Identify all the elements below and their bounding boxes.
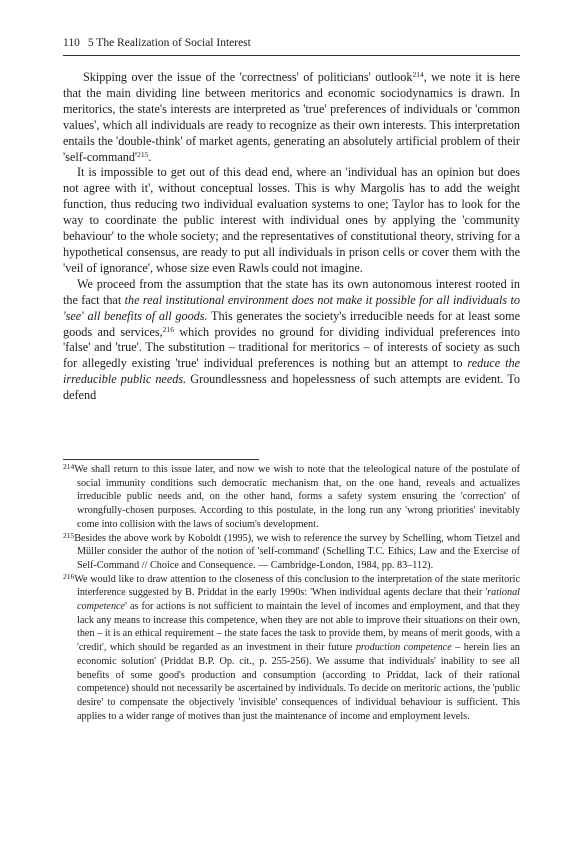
footnote-number: 215 (63, 530, 75, 540)
footnote-ref-214: 214 (412, 70, 424, 79)
running-header (63, 36, 520, 50)
footnote-216: $^{216}$We would like to draw attention to the closeness of this conclusion to the interpretation of the state meritoric interference suggested by B. Priddat in the early 1990s: 'When individual agents declare that their 'rational competence' as for actions is not sufficient to maintain the level of incomes and employment, and that they lack any means to increase this competence, when they are not able to improve their situations on their own, then – it is an ethical requirement – the state faces the task to provide them, by means of merit goods, with a 'credit', which should be regarded as an investment in their future production competence – herein lies an economic solution' (Priddat B.P. Op. cit., p. 255-256). We assume that individuals' inability to see all benefits of some good's production and consumption (according to Priddat, lack of their rational competence) should not necessarily be ascertained by individuals. To decide on meritoric actions, the 'public desire' to compensate the objectively 'invisible' consequences of individual behaviour is sufficient. This applies to a wider range of motives than just the maintenance of income and employment levels. (63, 571, 520, 722)
footnote-215: $^{215}$Besides the above work by Koboldt (1995), we wish to reference the survey by Schelling, whom Tietzel and Müller consider the author of the notion of 'self-command' (Schelling T.C. Ethics, Law and the Exercise of Self-Command // Choice and Consequence. — Cambridge-London, 1984, pp. 83–112). (63, 530, 520, 571)
emphasis: the real institutional environment does not make it possible for all individuals to 'see' all benefits of all goods. (63, 292, 520, 323)
chapter-title: 5 The Realization of Social Interest (87, 37, 251, 49)
paragraph-3: We proceed from the assumption that the state has its own autonomous interest rooted in the fact that the real institutional environment does not make it possible for all individuals to 'see' all benefits of all goods. This generates the society's irreducible needs for at least some goods and services,$^{216}$ which provides no ground for dividing individual preferences into 'false' and 'true'. The substitution – traditional for meritorics – of interests of society as such for allegedly existing 'true' individual preferences is nothing but an attempt to reduce the irreducible public needs. Groundlessness and hopelessness of such attempts are evident. To defend (63, 276, 520, 403)
footnote-214: $^{214}$We shall return to this issue later, and now we wish to note that the teleological nature of the postulate of social immunity conditions such democratic mechanism that, on the one hand, reveals and actualizes irreducible public needs and, on the other hand, forms a safety system ensuring the 'correction' of wrongfully-chosen purposes. According to this postulate, in the long run any 'wrong priorities' inevitably come into collision with the laws of socium's development. (63, 462, 520, 530)
body-text (63, 70, 520, 404)
header-rule (63, 55, 520, 56)
footnotes (63, 463, 520, 723)
paragraph-2: It is impossible to get out of this dead end, where an 'individual has an opinion but does not agree with it', without conceptual losses. This is why Margolis has to add the weight function, thus reducing two individual evaluation systems to one; Taylor has to look for the way to coordinate the public interest with individual ones by applying the 'community behaviour' to the whole society; and the representatives of constitutional theory, striving for a hypothetical consensus, are ready to put all individuals in prison cells or cover them with the 'veil of ignorance', whose size even Rawls could not imagine. (63, 165, 520, 275)
page-number: 110 (63, 37, 80, 49)
footnote-separator (63, 459, 259, 460)
paragraph-1: Skipping over the issue of the 'correctness' of politicians' outlook$^{214}$, we note it is here that the main dividing line between meritorics and economic sociodynamics is drawn. In meritorics, the state's interests are interpreted as 'true' preferences of individuals or 'common values', which all individuals are ready to recognize as their own interests. This interpretation entails the 'double-think' of market agents, generating an absolutely artificial problem of their '$self-command'^{215}$. (63, 70, 520, 164)
footnote-number: 216 (63, 571, 75, 581)
footnote-ref-216: 216 (162, 324, 174, 334)
footnote-ref-215: 215 (137, 149, 149, 159)
footnote-number: 214 (63, 462, 75, 471)
emphasis: reduce the irreducible public needs. (63, 356, 520, 387)
